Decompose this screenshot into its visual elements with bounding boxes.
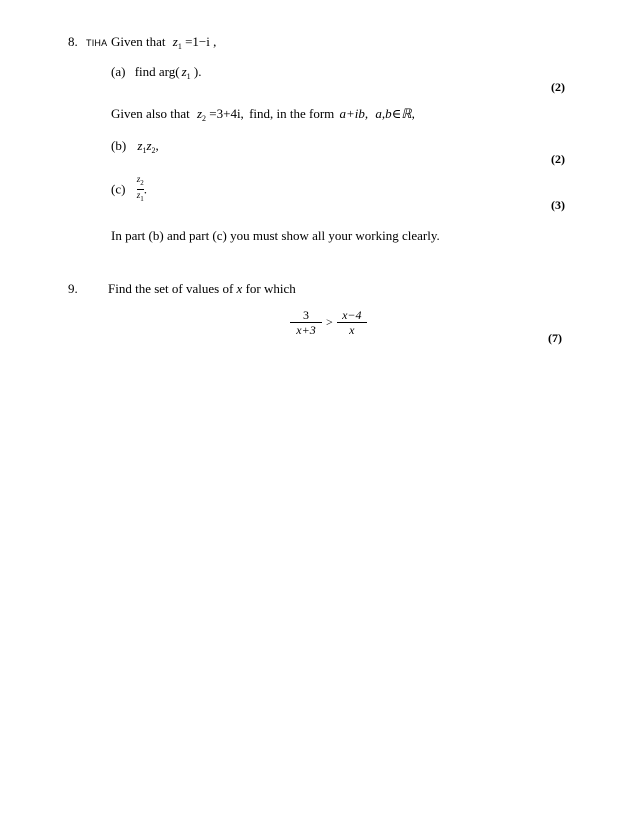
z2-subscript: 2 [202, 114, 207, 123]
q9-number: 9. [68, 281, 78, 296]
part-c-marks: (3) [551, 198, 565, 212]
part-b-var1: z [137, 138, 143, 153]
q8-intro-text: Given that [111, 34, 166, 49]
form-expression: a+ib, [339, 106, 369, 121]
q9-variable: x [236, 281, 243, 296]
q8-part-b [111, 138, 159, 155]
part-c-den-sub: 1 [140, 195, 144, 203]
q8-given-also-line [111, 106, 415, 123]
part-a-label: (a) [111, 64, 126, 79]
part-c-num-sub: 2 [140, 179, 144, 187]
q9-text-after: for which [245, 281, 296, 296]
part-b-comma: , [155, 138, 159, 153]
q8-note: In part (b) and part (c) you must show all your working clearly. [111, 228, 440, 243]
q9-lhs-numerator: 3 [303, 308, 309, 322]
q9-question-line [108, 281, 296, 297]
z1-variable: z [172, 34, 178, 49]
form-domain: a,b∈ℝ, [375, 106, 415, 121]
z1-subscript: 1 [177, 42, 182, 51]
part-b-sub2: 2 [151, 146, 156, 155]
q8-intro-line [111, 34, 216, 51]
part-a-close: ). [193, 64, 202, 79]
z2-variable: z [196, 106, 203, 121]
part-a-subscript: 1 [186, 72, 191, 81]
q9-lhs-fraction [290, 308, 322, 337]
part-b-var2: z [146, 138, 152, 153]
given-also-text: Given also that [111, 106, 190, 121]
q8-part-a [111, 64, 201, 81]
q9-lhs-denominator: x+3 [296, 323, 316, 337]
q9-rhs-fraction [337, 308, 367, 337]
part-c-label: (c) [111, 181, 126, 197]
part-c-fraction [137, 174, 144, 205]
part-b-label: (b) [111, 138, 127, 153]
q9-relation: > [326, 315, 333, 329]
z2-definition: =3+4i, [209, 106, 244, 121]
part-b-sub1: 1 [142, 146, 147, 155]
q9-marks: (7) [548, 331, 562, 345]
part-b-marks: (2) [551, 152, 565, 166]
part-c-dot: . [143, 181, 147, 197]
q9-text-before: Find the set of values of [108, 281, 234, 296]
find-form-text: find, in the form [249, 106, 335, 121]
part-a-text: find arg( [134, 64, 180, 79]
part-a-marks: (2) [551, 80, 565, 94]
q9-rhs-numerator: x−4 [342, 308, 362, 322]
q8-number: 8. [68, 34, 78, 49]
q9-inequality [290, 308, 367, 337]
q8-tag: TIHA [86, 38, 108, 48]
z1-definition: =1−i , [185, 34, 217, 49]
part-c-num-var: z [136, 174, 141, 184]
q9-rhs-denominator: x [349, 323, 355, 337]
part-c-den-var: z [136, 190, 141, 200]
q8-part-c [111, 174, 147, 205]
part-a-variable: z [181, 64, 187, 79]
